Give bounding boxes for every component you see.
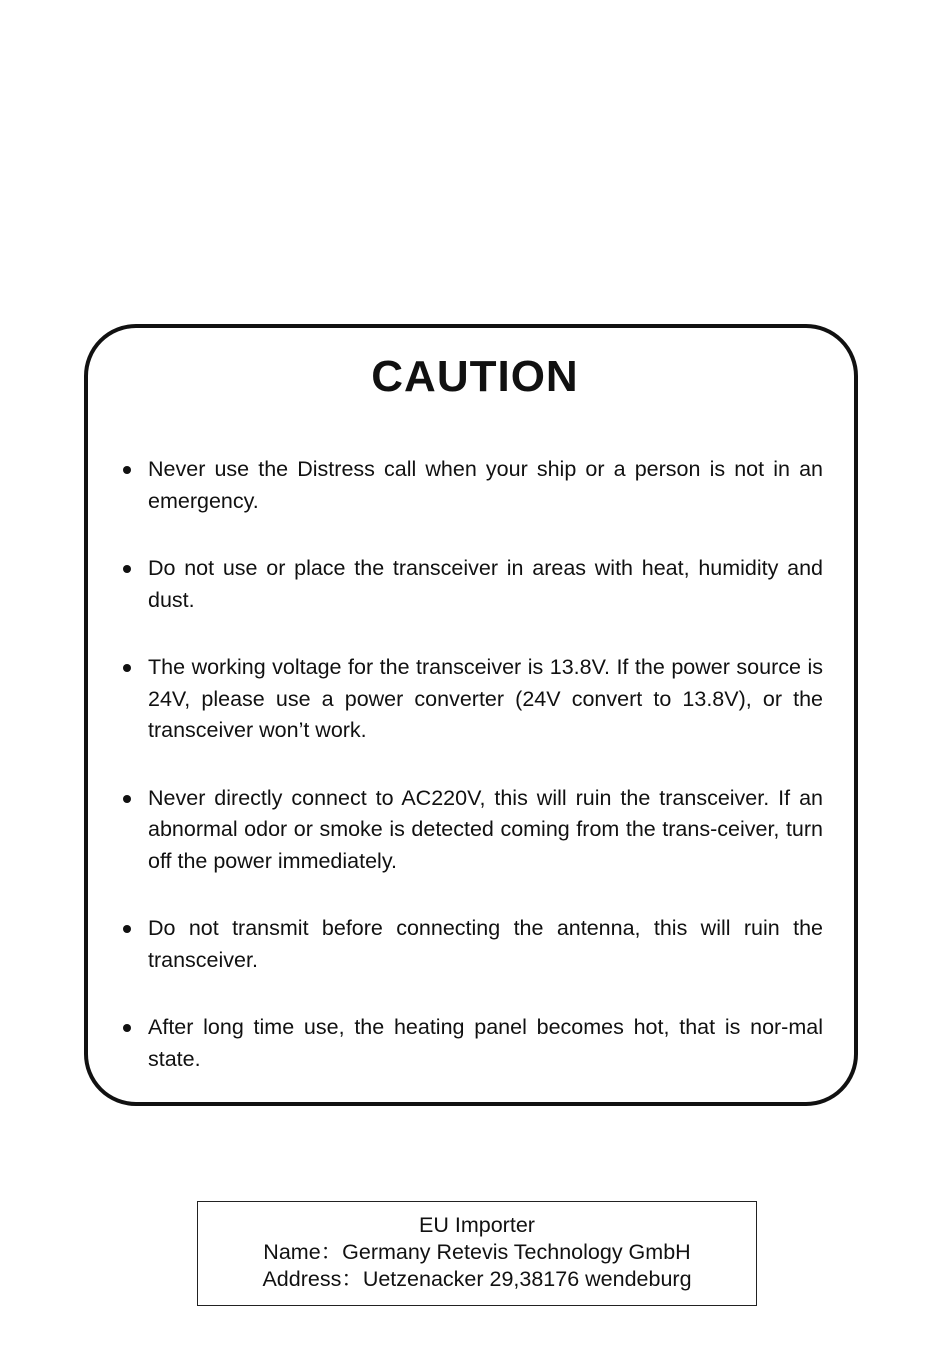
caution-item-text: The working voltage for the transceiver is 13.8V. If the power source is 24V, please use a power converter (24V convert to 13.8V), or the transceiver won’t work. [148,655,823,742]
caution-item [148,1012,823,1075]
caution-item [148,783,823,878]
bullet-icon [123,664,131,672]
bullet-icon [123,565,131,573]
bullet-icon [123,925,131,933]
eu-importer-box [197,1201,757,1306]
caution-item [148,652,823,747]
bullet-icon [123,1024,131,1032]
importer-address: Address：Uetzenacker 29,38176 wendeburg [262,1267,692,1291]
bullet-icon [123,466,131,474]
caution-item-text: Never use the Distress call when your ship or a person is not in an emergency. [148,457,823,513]
importer-heading: EU Importer [419,1213,535,1237]
caution-item-text: Never directly connect to AC220V, this will ruin the transceiver. If an abnormal odor or smoke is detected coming from the trans-ceiver, turn off the power immediately. [148,785,823,873]
caution-title: CAUTION [371,352,579,401]
bullet-icon [123,795,131,803]
caution-item-text: Do not use or place the transceiver in areas with heat, humidity and dust. [148,556,823,612]
caution-item-text: After long time use, the heating panel becomes hot, that is nor-mal state. [148,1015,823,1071]
caution-item [148,553,823,616]
caution-item-text: Do not transmit before connecting the antenna, this will ruin the transceiver. [148,916,823,972]
caution-list [148,454,823,1111]
importer-name: Name：Germany Retevis Technology GmbH [263,1240,691,1264]
caution-item [148,454,823,517]
caution-item [148,913,823,976]
